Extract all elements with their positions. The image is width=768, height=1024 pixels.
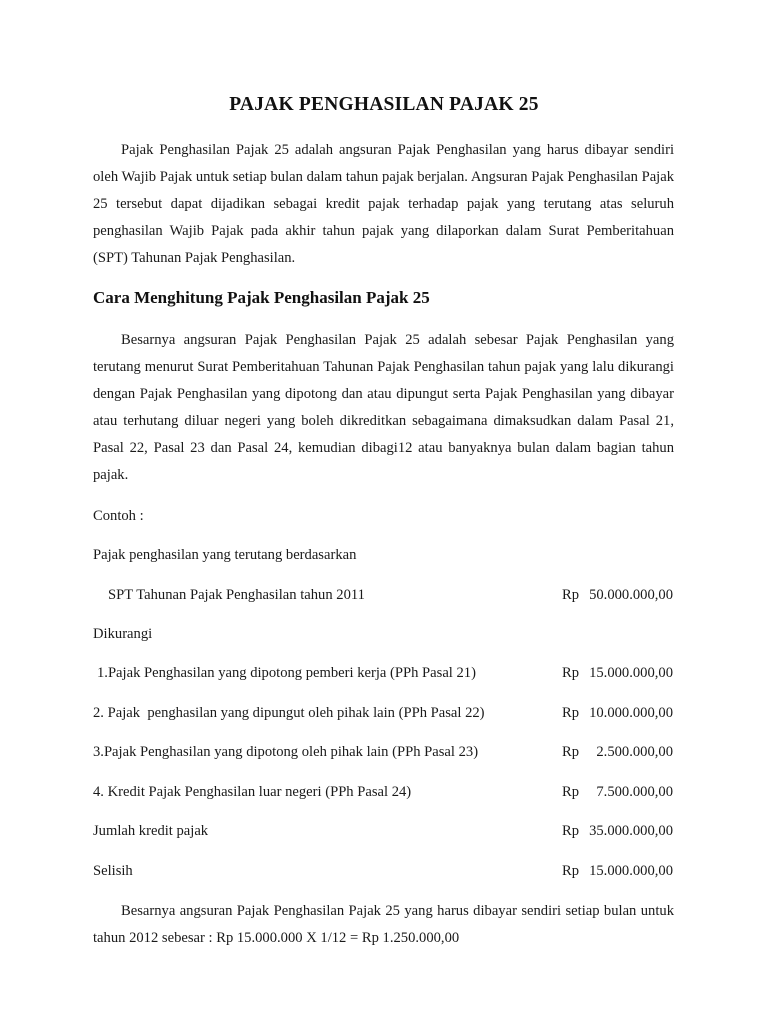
difference-row-amount: 15.000.000,00	[589, 863, 673, 879]
method-paragraph-text: Besarnya angsuran Pajak Penghasilan Pajak 25 adalah sebesar Pajak Penghasilan yang terutang menurut Surat Pemberitahuan Tahunan Pajak Penghasilan tahun pajak yang lalu dikurangi dengan Pajak Penghasilan yang dipotong dan atau dipungut serta Pajak Penghasilan yang dibayar atau terhutang diluar negeri yang boleh dikreditkan sebagaimana dimaksudkan dalam Pasal 21, Pasal 22, Pasal 23 dan Pasal 24, kemudian dibagi12 atau banyaknya bulan dalam bagian tahun pajak.	[93, 332, 674, 483]
difference-row-currency: Rp	[562, 863, 580, 879]
deduction-currency: Rp	[562, 744, 580, 760]
section-heading: Cara Menghitung Pajak Penghasilan Pajak 25	[93, 288, 430, 307]
deduction-currency: Rp	[562, 784, 580, 800]
difference-row-label: Selisih	[93, 863, 133, 879]
conclusion-paragraph	[93, 898, 674, 952]
deduction-amount: 7.500.000,00	[596, 784, 673, 800]
method-paragraph	[93, 327, 674, 489]
example-label: Contoh :	[93, 508, 144, 524]
conclusion-paragraph-text: Besarnya angsuran Pajak Penghasilan Pajak 25 yang harus dibayar sendiri setiap bulan untuk tahun 2012 sebesar : Rp 15.000.000 X 1/12 = Rp 1.250.000,00	[93, 903, 674, 946]
deduction-amount: 10.000.000,00	[589, 705, 673, 721]
total-row-label: Jumlah kredit pajak	[93, 823, 209, 839]
deduction-label: 4. Kredit Pajak Penghasilan luar negeri (PPh Pasal 24)	[93, 784, 412, 800]
intro-paragraph	[93, 137, 674, 272]
spt-row-amount: 50.000.000,00	[589, 587, 673, 603]
deduct-label: Dikurangi	[93, 626, 153, 642]
deduction-currency: Rp	[562, 665, 580, 681]
deduction-label: 3.Pajak Penghasilan yang dipotong oleh pihak lain (PPh Pasal 23)	[93, 744, 479, 760]
basis-label: Pajak penghasilan yang terutang berdasarkan	[93, 547, 357, 563]
deduction-amount: 2.500.000,00	[596, 744, 673, 760]
total-row-amount: 35.000.000,00	[589, 823, 673, 839]
document-title: PAJAK PENGHASILAN PAJAK 25	[229, 94, 539, 115]
intro-paragraph-text: Pajak Penghasilan Pajak 25 adalah angsuran Pajak Penghasilan yang harus dibayar sendiri oleh Wajib Pajak untuk setiap bulan dalam tahun pajak berjalan. Angsuran Pajak Penghasilan Pajak 25 tersebut dapat dijadikan sebagai kredit pajak terhadap pajak yang terutang atas seluruh penghasilan Wajib Pajak pada akhir tahun pajak yang dilaporkan dalam Surat Pemberitahuan (SPT) Tahunan Pajak Penghasilan.	[93, 142, 674, 266]
spt-row-label: SPT Tahunan Pajak Penghasilan tahun 2011	[108, 587, 365, 603]
deduction-label: 2. Pajak penghasilan yang dipungut oleh pihak lain (PPh Pasal 22)	[93, 705, 485, 721]
deduction-label: 1.Pajak Penghasilan yang dipotong pemberi kerja (PPh Pasal 21)	[97, 665, 476, 681]
spt-row-currency: Rp	[562, 587, 580, 603]
deduction-currency: Rp	[562, 705, 580, 721]
total-row-currency: Rp	[562, 823, 580, 839]
deduction-amount: 15.000.000,00	[589, 665, 673, 681]
